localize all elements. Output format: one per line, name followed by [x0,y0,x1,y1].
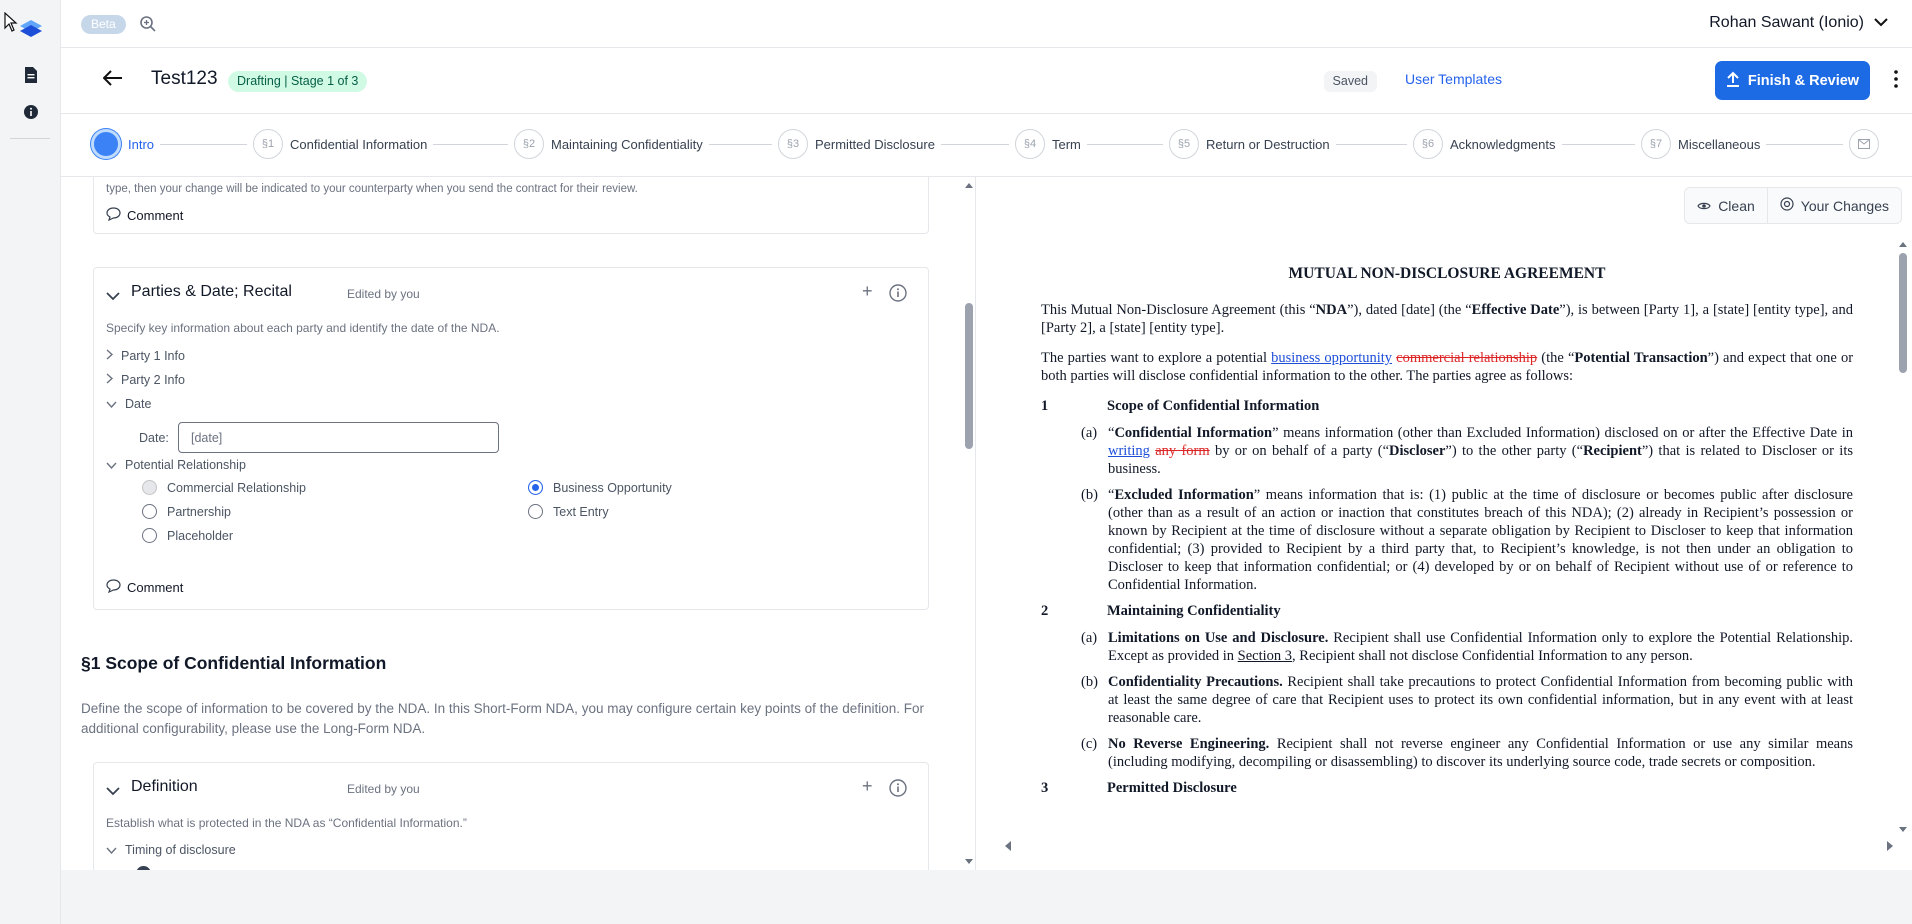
text: ”) that is related to Discloser or its business. [1108,443,1853,477]
clause-2b [1081,673,1853,727]
bottom-spacer [61,870,1912,924]
intro-card-text: type, then your change will be indicated to your counterparty when you send the contract for their review. [106,183,638,195]
radio-circle [142,480,157,495]
edited-by-you-label: Edited by you [347,782,420,796]
preamble-paragraph [1041,301,1853,337]
step-number: §3 [778,129,808,159]
clause-label: (b) [1081,487,1098,503]
clause-text [1108,673,1853,727]
left-pane-scrollbar[interactable] [963,177,975,870]
step-permitted-disclosure[interactable] [772,129,941,159]
clean-label: Clean [1718,197,1755,214]
potential-relationship-label: Potential Relationship [125,458,246,472]
step-label: Term [1052,136,1081,152]
info-circle-icon[interactable] [889,284,907,307]
clause-2c [1081,735,1853,771]
text: “ [1108,487,1115,503]
comment-button[interactable] [106,207,183,224]
chevron-down-icon [106,458,117,472]
document-scrollbar[interactable] [1898,237,1908,837]
comment-label: Comment [127,208,184,223]
chevron-down-icon [106,397,117,411]
clause-heading: Limitations on Use and Disclosure. [1108,630,1329,646]
collapse-chevron-icon[interactable] [106,288,120,306]
radio-label: Partnership [167,504,231,519]
text: ”) and expect that one or both parties will disclose confidential information to the other. The parties agree as follows: [1041,350,1854,384]
cursor-icon [4,12,18,37]
radio-label: Text Entry [553,504,609,519]
radio-text-entry[interactable] [528,504,609,519]
potential-relationship-toggle[interactable] [106,458,246,472]
deleted-text: any form [1155,443,1210,459]
saved-badge: Saved [1324,71,1377,92]
text: ”), dated [date] (the “ [1347,302,1472,318]
intro-card [93,177,929,234]
card-title: Definition [131,778,198,795]
changes-icon [1780,197,1794,214]
section-title: Permitted Disclosure [1107,780,1237,796]
clause-text [1108,424,1853,478]
clause-heading: Confidentiality Precautions. [1108,674,1283,690]
step-confidential-information[interactable] [247,129,433,159]
step-label: Miscellaneous [1678,136,1761,152]
step-miscellaneous[interactable] [1635,129,1766,159]
chevron-down-icon [106,843,117,857]
clean-view-button[interactable] [1685,188,1768,223]
card-title: Parties & Date; Recital [131,283,292,300]
section-1-description: Define the scope of information to be covered by the NDA. In this Short-Form NDA, you may configure certain key points of the definition. For additional configurability, please use the Long-Form NDA. [81,701,924,736]
defined-term: Discloser [1389,443,1446,459]
document-header [61,48,1912,114]
defined-term: Potential Transaction [1574,350,1708,366]
stage-badge: Drafting | Stage 1 of 3 [228,71,367,92]
inserted-text: writing [1108,443,1150,459]
clause-label: (a) [1081,425,1098,441]
finish-review-button[interactable] [1715,61,1870,100]
text: , Recipient shall not disclose Confidential Information to any person. [1292,648,1693,664]
defined-term: NDA [1315,302,1348,318]
defined-term: Effective Date [1471,302,1560,318]
clause-1a [1081,424,1853,478]
date-field-label: Date: [139,431,169,445]
card-description: Establish what is protected in the NDA as “Confidential Information.” [106,816,467,830]
radio-partnership[interactable] [142,504,231,519]
more-options-icon[interactable] [1894,70,1898,93]
section-number: 3 [1041,780,1049,796]
clause-label: (a) [1081,630,1098,646]
eye-icon [1697,198,1711,214]
user-menu[interactable] [1709,14,1888,32]
date-toggle[interactable] [106,397,151,411]
radio-label: Placeholder [167,528,234,543]
nda-document [1041,265,1853,806]
clause-label: (b) [1081,674,1098,690]
questionnaire-pane [61,177,976,870]
step-number: §2 [514,129,544,159]
step-label: Return or Destruction [1206,136,1330,152]
step-label: Permitted Disclosure [815,136,935,152]
step-number: §4 [1015,129,1045,159]
step-number: §7 [1641,129,1671,159]
timing-of-disclosure-label: Timing of disclosure [125,843,236,857]
document-heading: MUTUAL NON-DISCLOSURE AGREEMENT [1288,265,1606,282]
section-number: 1 [1041,398,1049,414]
step-return-or-destruction[interactable] [1163,129,1336,159]
defined-term: Confidential Information [1114,425,1273,441]
clause-heading: No Reverse Engineering. [1108,736,1270,752]
party-2-info-toggle[interactable] [106,373,185,387]
scroll-left-arrow-icon[interactable] [1004,838,1012,856]
defined-term: Excluded Information [1114,487,1254,503]
document-preview-pane [976,177,1912,870]
clause-1b [1081,486,1853,594]
text: Recipient shall use Confidential Information only to explore the Potential Relationship. Except as provided in [1108,630,1853,664]
step-label: Acknowledgments [1450,136,1556,152]
document-title: Test123 [151,68,218,89]
section-3-title [1041,779,1853,797]
envelope-icon [1849,129,1879,159]
text: (the “ [1537,350,1575,366]
radio-circle-selected [528,480,543,495]
section-title: Scope of Confidential Information [1107,398,1320,414]
comment-icon [106,207,121,224]
beta-badge: Beta [81,15,126,34]
card-description: Specify key information about each party and identify the date of the NDA. [106,321,500,335]
top-bar [61,0,1912,48]
collapse-chevron-icon[interactable] [106,783,120,801]
clause-text [1108,735,1853,771]
radio-label: Commercial Relationship [167,480,306,495]
clause-text [1108,629,1853,665]
text: “ [1108,425,1115,441]
timing-of-disclosure-toggle[interactable] [106,843,236,857]
text: This Mutual Non-Disclosure Agreement (this “ [1041,302,1316,318]
date-input[interactable] [178,422,499,453]
chevron-right-icon [106,373,113,387]
section-1-heading: §1 Scope of Confidential Information [81,653,387,673]
chevron-down-icon [1874,14,1888,32]
comment-label: Comment [127,580,184,595]
date-group-label: Date [125,397,152,411]
edited-by-you-label: Edited by you [347,287,420,301]
step-number: §6 [1413,129,1443,159]
upload-icon [1726,71,1740,91]
text: The parties want to explore a potential [1041,350,1272,366]
step-label: Intro [128,136,155,152]
your-changes-label: Your Changes [1800,197,1889,214]
text: ”) to the other party (“ [1445,443,1584,459]
add-icon[interactable]: + [862,281,873,301]
user-name: Rohan Sawant (Ionio) [1709,14,1864,31]
step-active-indicator [91,129,121,159]
zoom-icon[interactable] [139,15,157,38]
text: Recipient shall not reverse engineer any Confidential Information or use any similar means (including modifying, decompiling or disassembling) to discover its underlying source code, trade secrets or composition. [1108,736,1853,770]
section-stepper [61,114,1912,177]
section-1-title [1041,397,1853,415]
radio-circle [528,504,543,519]
step-label: Confidential Information [290,136,428,152]
party-2-info-label: Party 2 Info [121,373,185,387]
section-title: Maintaining Confidentiality [1107,603,1281,619]
date-input-value: [date] [191,431,223,445]
party-1-info-toggle[interactable] [106,349,185,363]
radio-business-opportunity[interactable] [528,480,672,495]
text: by or on behalf of a party (“ [1209,443,1390,459]
clause-label: (c) [1081,736,1098,752]
back-arrow-icon[interactable] [103,70,123,91]
radio-circle [142,528,157,543]
info-circle-icon[interactable] [889,779,907,802]
party-1-info-label: Party 1 Info [121,349,185,363]
app-sidebar [0,0,61,924]
step-acknowledgments[interactable] [1407,129,1562,159]
chevron-right-icon [106,349,113,363]
section-number: 2 [1041,603,1049,619]
step-number: §1 [253,129,283,159]
step-label: Maintaining Confidentiality [551,136,703,152]
radio-label: Business Opportunity [553,480,672,495]
section-2-title [1041,602,1853,620]
text: ”), is between [Party 1], a [state] [entity type], and [Party 2], a [state] [entity type]. [1041,302,1853,336]
definition-card [93,762,929,870]
defined-term: Recipient [1583,443,1642,459]
document-icon[interactable] [18,62,44,88]
user-templates-link[interactable]: User Templates [1404,71,1502,87]
finish-review-label: Finish & Review [1747,72,1860,89]
radio-circle [142,504,157,519]
clause-text [1108,486,1853,594]
comment-button[interactable] [106,579,183,596]
text: Recipient shall take precautions to protect Confidential Information from becoming public with at least the same degree of care that Recipient uses to protect its own confidential information, but in any event with at least reasonable care. [1108,674,1853,726]
app-logo-icon[interactable] [18,16,44,42]
info-icon[interactable] [18,99,44,125]
sidebar-divider [10,138,50,139]
your-changes-button[interactable] [1768,188,1901,223]
radio-commercial-relationship[interactable] [142,480,306,495]
comment-icon [106,579,121,596]
inserted-text: business opportunity [1271,350,1393,366]
section-reference-link[interactable]: Section 3 [1237,648,1293,664]
radio-placeholder[interactable] [142,528,233,543]
deleted-text: commercial relationship [1396,350,1538,366]
step-number: §5 [1169,129,1199,159]
recital-paragraph [1041,349,1853,385]
text: ” means information (other than Excluded Information) disclosed on or after the Effective Date in [1272,425,1853,441]
parties-date-recital-card [93,267,929,610]
step-maintaining-confidentiality[interactable] [508,129,709,159]
clause-2a [1081,629,1853,665]
text: ” means information that is: (1) public at the time of disclosure or becomes public after disclosure (other than as a result of an action or inaction that constitutes breach of this NDA); (2) already in Recipient’s possession or known by Recipient at the time of disclosure without a separate obligation by Recipient to Discloser to keep that information confidential; (3) provided to Recipient by a third party that, to Recipient’s knowledge, is not then under an obligation to Discloser to keep that information confidential; or (4) developed by or on behalf of Recipient without use of or reference to Confidential Information. [1108,487,1853,593]
step-final[interactable] [1843,129,1885,159]
view-toggle [1684,187,1902,224]
scroll-right-arrow-icon[interactable] [1886,838,1894,856]
step-term[interactable] [1009,129,1087,159]
step-intro[interactable] [91,129,160,159]
add-icon[interactable]: + [862,776,873,796]
